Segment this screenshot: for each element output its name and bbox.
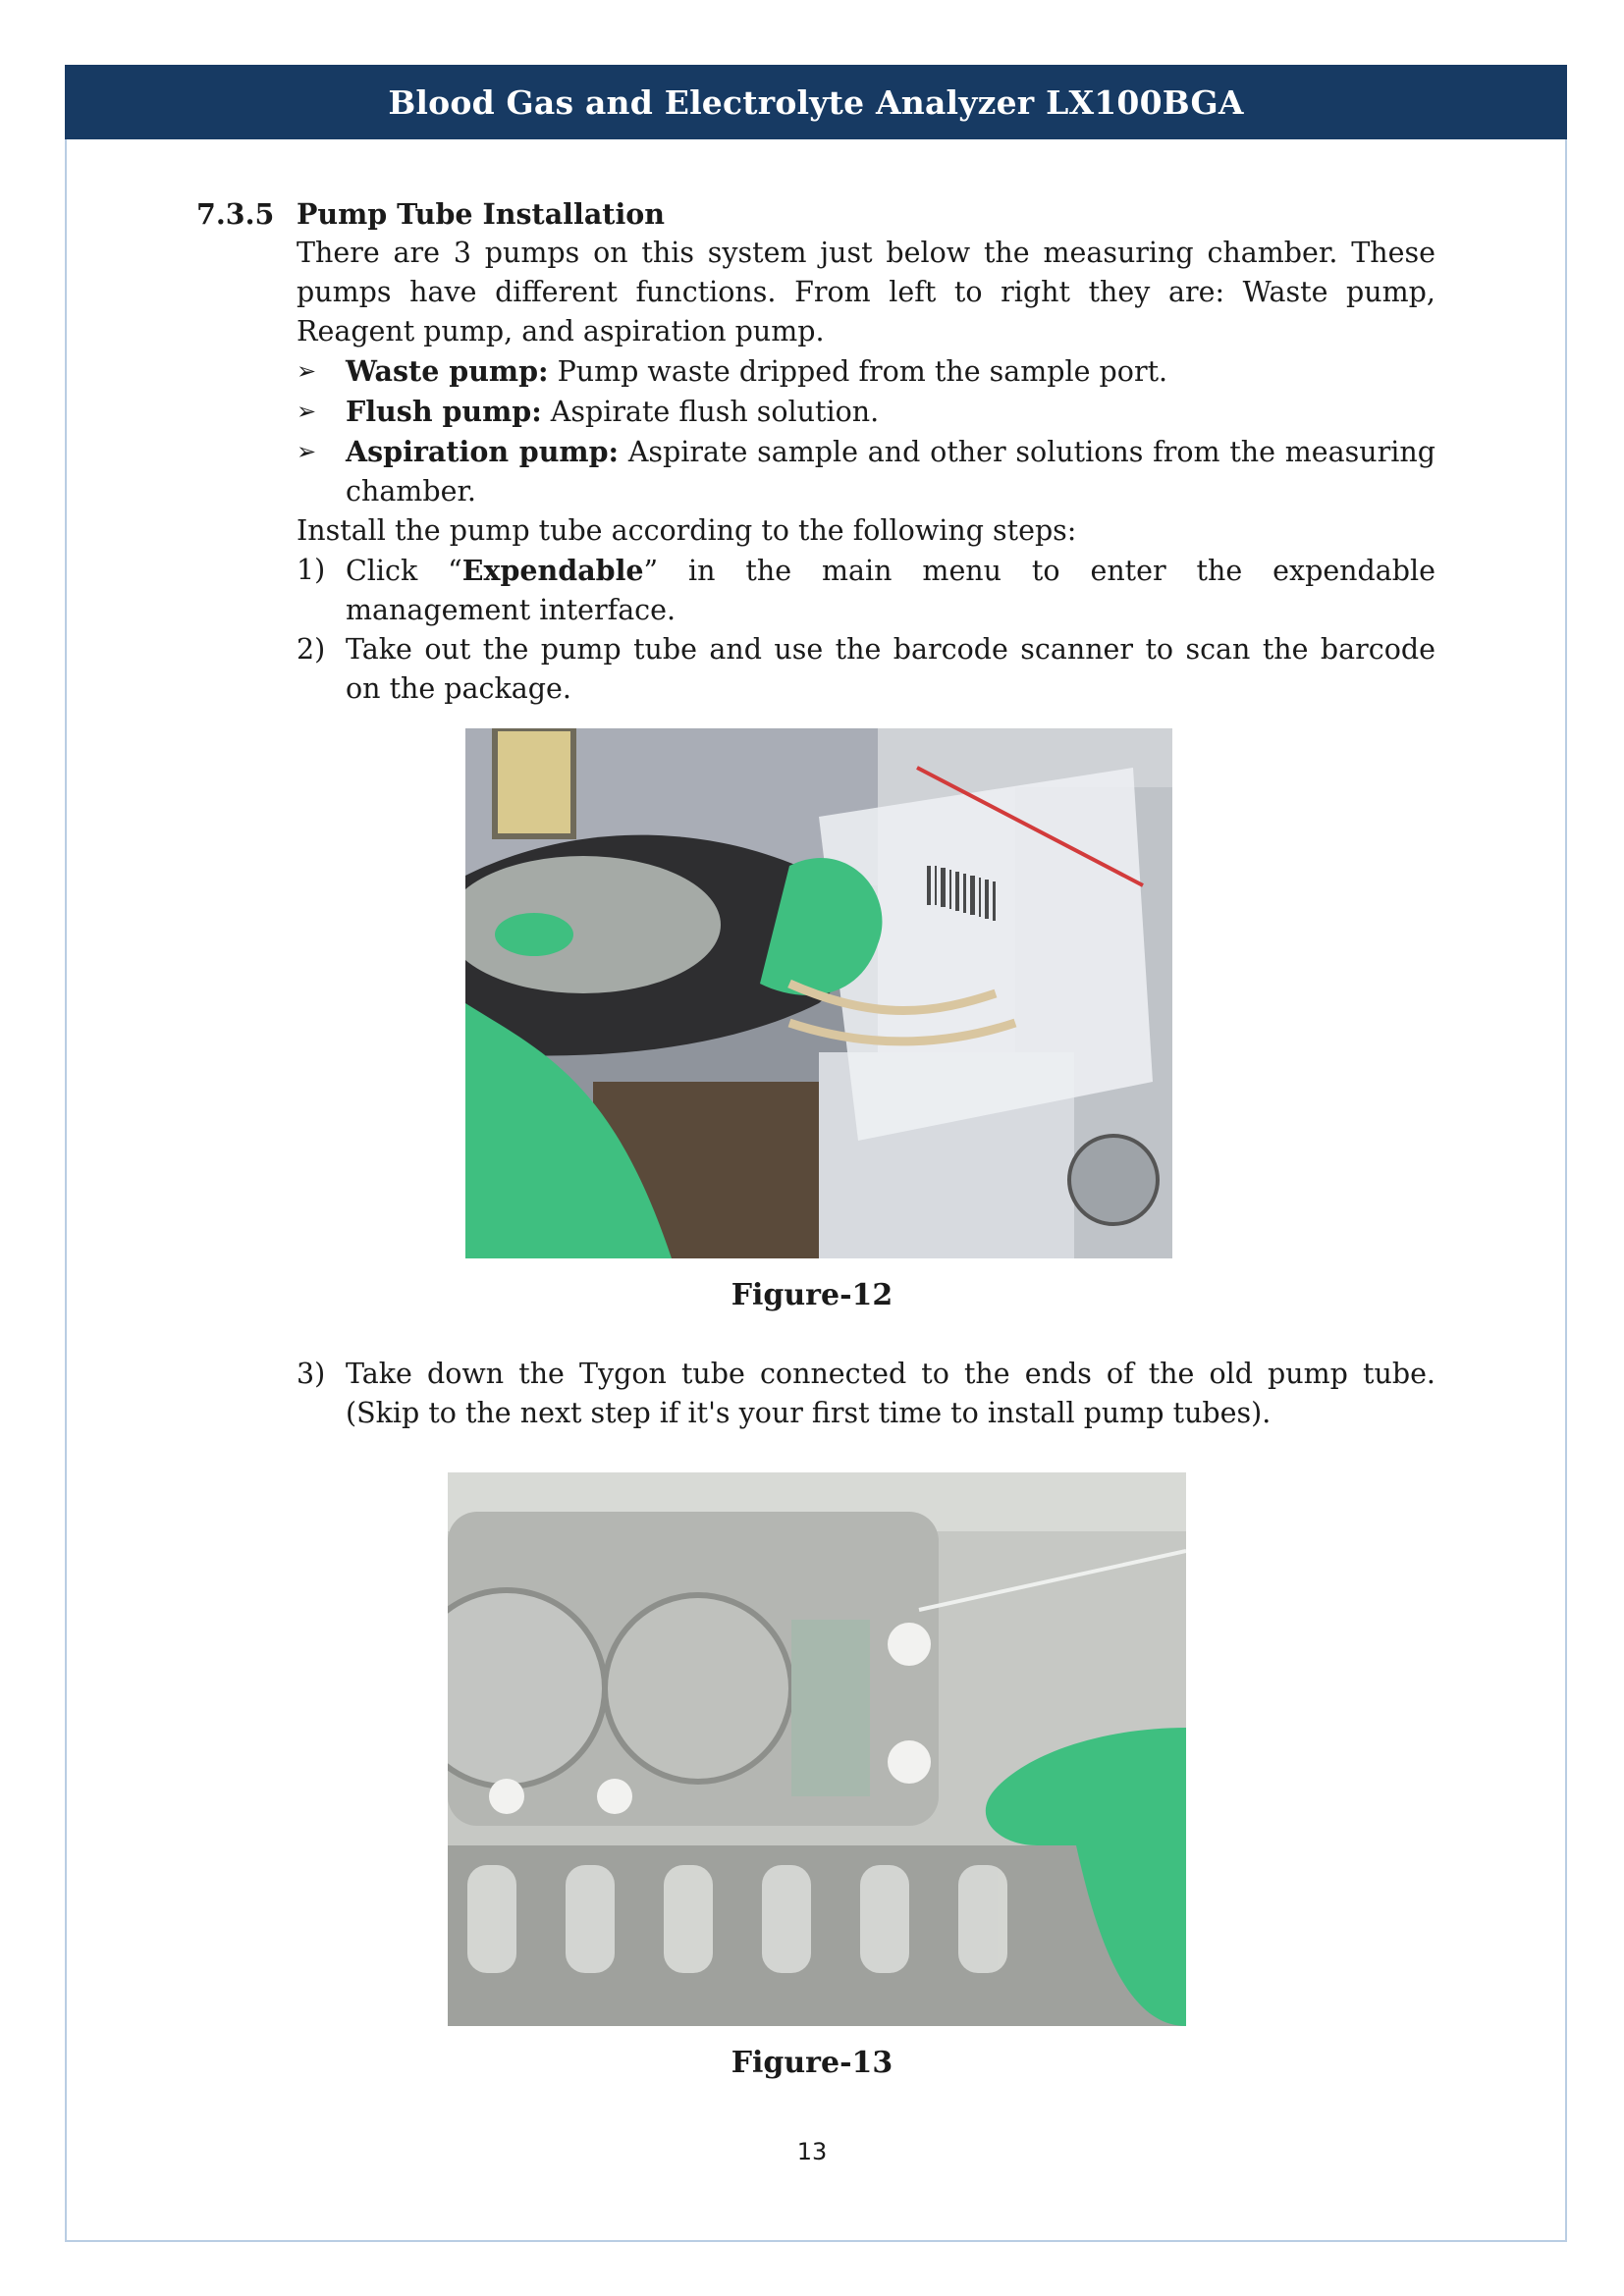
bullet-desc: Aspirate flush solution. — [541, 396, 880, 428]
bullet-desc: Pump waste dripped from the sample port. — [548, 355, 1168, 388]
intro-paragraph: There are 3 pumps on this system just below the measuring chamber. These pumps have different functions. From left to right they are: Waste pump, Reagent pump, and aspiration pump. — [297, 237, 1435, 347]
pump-module-photo — [448, 1472, 1186, 2026]
section-heading — [196, 194, 1435, 234]
bullet-term: Waste pump: — [346, 354, 549, 388]
bullet-text — [346, 432, 1435, 511]
figure-13-caption: Figure-13 — [731, 2046, 893, 2080]
bullet-desc: Aspirate sample and other solutions from the measuring chamber. — [346, 436, 1435, 507]
section-content — [196, 194, 1435, 709]
bullet-item — [297, 432, 1435, 511]
bullet-text — [346, 351, 1167, 392]
figure-13-photo — [448, 1472, 1186, 2026]
step-item — [297, 1355, 1435, 1433]
section-body — [297, 234, 1435, 709]
bullet-item — [297, 392, 1435, 432]
steps-intro: Install the pump tube according to the following steps: — [297, 514, 1077, 547]
header-bar — [65, 65, 1567, 139]
arrow-bullet-icon: ➢ — [297, 357, 317, 385]
page-number: 13 — [796, 2138, 828, 2165]
step-item — [297, 630, 1435, 709]
header-title: Blood Gas and Electrolyte Analyzer LX100BGA — [388, 82, 1244, 122]
section-body — [297, 1355, 1435, 1433]
figure-12-caption: Figure-12 — [731, 1278, 893, 1312]
bullet-item — [297, 351, 1435, 392]
step-text-bold: Expendable — [461, 554, 644, 587]
barcode-scan-photo — [465, 728, 1172, 1258]
step-number: 3) — [297, 1358, 326, 1390]
step-text — [346, 630, 1435, 709]
section-title: Pump Tube Installation — [297, 197, 666, 231]
figure-12-photo — [465, 728, 1172, 1258]
step-text-pre: Click “ — [346, 555, 462, 587]
step-3-block — [196, 1355, 1435, 1433]
step-text-post: ” in the main menu to enter the expendable management interface. — [346, 555, 1436, 626]
step-number: 1) — [297, 554, 326, 586]
step-item — [297, 551, 1435, 630]
bullet-term: Flush pump: — [346, 395, 542, 428]
arrow-bullet-icon: ➢ — [297, 438, 317, 465]
bullet-term: Aspiration pump: — [346, 435, 620, 468]
step-text — [346, 551, 1435, 630]
arrow-bullet-icon: ➢ — [297, 398, 317, 425]
step-text-pre: Take out the pump tube and use the barcode scanner to scan the barcode on the package. — [346, 633, 1435, 705]
step-text: Take down the Tygon tube connected to the ends of the old pump tube. (Skip to the next step if it's your first time to install pump tubes). — [346, 1358, 1435, 1429]
section-number: 7.3.5 — [196, 197, 275, 231]
bullet-text — [346, 392, 879, 432]
step-number: 2) — [297, 633, 326, 666]
